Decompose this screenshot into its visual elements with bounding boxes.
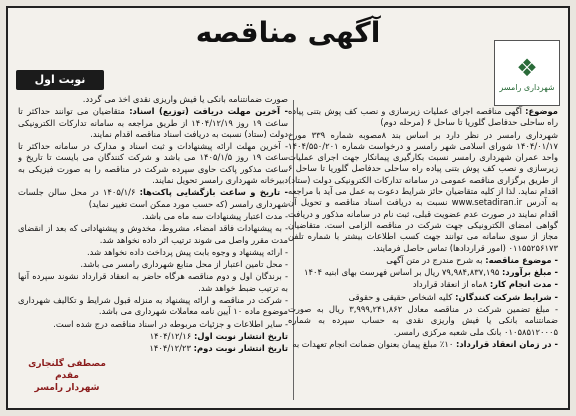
notice-paragraph xyxy=(18,319,288,330)
notice-paragraph xyxy=(18,271,288,294)
paragraph-text: - ارائه پیشنهاد و وجوه بابت پیش پرداخت داده نخواهد شد. xyxy=(87,246,288,257)
notice-paragraph xyxy=(288,304,558,338)
paragraph-label: - آخرین مهلت دریافت (توزیع) اسناد: xyxy=(129,106,288,117)
notice-title: آگهی مناقصه xyxy=(195,16,381,49)
paragraph-text: - محل تامین اعتبار از محل منابع شهرداری رامسر می باشد. xyxy=(80,259,288,270)
paragraph-text: ۱۴۰۵/۱/۶ در محل سالن جلسات شهرداری رامسر (که حسب مورد ممکن است تغییر نماید) xyxy=(18,187,288,209)
paragraph-text: شهرداری رامسر در نظر دارد بر اساس بند ۸مصوبه شماره ۳۳۹ مورخ ۱۴۰۴/۰۱/۱۷ شورای اسلامی شهر رامسر و درخواست شماره ۱۴۰۴/۵۵۰/۲۰۱ واحد عمران شهرداری رامسر نسبت بکارگیری پیمانکار جهت اجرای عملیات زیرسازی و نصب کف پوش بتنی پیاده راه ساحلی حدفاصل گلوریا تا ساحل ۶ از طریق برگزاری مناقصه عمومی در سامانه تدارکات الکترونیکی دولت (ستاد) اقدام نماید. لذا از کلیه متقاضیان حائز شرایط دعوت به عمل می آید با مراجعه به آدرس www.setadiran.ir نسبت به دریافت اسناد مناقصه و تحویل آن اقدام نمایند در صورت عدم عضویت قبلی، ثبت نام در سامانه مذکور و دریافت گواهی امضای الکترونیکی جهت شرکت در مناقصه الزامی است. متقاضیان مجاز از سوی سامانه می توانند جهت کسب اطلاعات بیشتر با شماره تلفن ۰۱۱۵۵۲۵۶۱۷۳ (امور قراردادها) تماس حاصل فرمایند. xyxy=(288,129,558,253)
municipality-logo xyxy=(494,40,560,106)
notice-paragraph xyxy=(18,211,288,222)
paragraph-label: - شرایط شرکت کنندگان: xyxy=(455,291,558,302)
notice-paragraph xyxy=(18,259,288,270)
notice-paragraph xyxy=(288,255,558,266)
paragraph-label: - مدت انجام کار: xyxy=(489,279,558,290)
signatory-role: شهردار رامسر xyxy=(34,383,100,393)
publication-badge: نوبت اول xyxy=(16,70,104,90)
notice-paragraph xyxy=(18,343,288,354)
paragraph-text: متقاضیان می توانند حداکثر تا ساعت ۱۹ روز ۱۴۰۴/۱۲/۱۹ از طریق مراجعه به سامانه تدارکات الکترونیکی دولت (ستاد) نسبت به دریافت اسناد مناقصه اقدام نمایند. xyxy=(18,106,288,139)
notice-paragraph xyxy=(288,267,558,278)
signatory-name: مصطفی گلنجاری مقدم xyxy=(28,359,106,381)
paragraph-label: - موضوع مناقصه: xyxy=(485,254,558,265)
notice-paragraph xyxy=(288,130,558,254)
notice-paragraph xyxy=(18,331,288,342)
paragraph-label: تاریخ انتشار نوبت دوم: xyxy=(193,343,288,354)
notice-paragraph xyxy=(18,94,288,105)
paragraph-text: - سایر اطلاعات و جزئیات مربوطه در اسناد مناقصه درج شده است. xyxy=(53,318,288,329)
notice-frame xyxy=(6,6,570,410)
paragraph-label: - مبلغ برآورد: xyxy=(502,267,558,278)
paragraph-label: تاریخ انتشار نوبت اول: xyxy=(193,330,288,341)
paragraph-text: آگهی مناقصه اجرای عملیات زیرسازی و نصب کف پوش بتنی پیاده راه ساحلی حدفاصل گلوریا تا ساحل ۶ (مرحله دوم) xyxy=(288,106,558,128)
paragraph-text: ۸ماه از انعقاد قرارداد xyxy=(412,279,490,290)
notice-paragraph xyxy=(288,106,558,129)
notice-paragraph xyxy=(18,295,288,318)
logo-name: شهرداری رامسر xyxy=(499,82,555,92)
paragraph-text: - آخرین مهلت ارائه پیشنهادات و ثبت اسناد و مدارک در سامانه حداکثر تا ساعت ۱۹ روز ۱۴۰۵/۱/۵ می باشد و شرکت کنندگان می بایست تا تاریخ و ساعت مذکور پاکت حاوی سپرده شرکت در مناقصه را به صورت فیزیکی به دبیرخانه شهرداری رامسر تحویل نمایند. xyxy=(18,141,288,186)
notice-paragraph xyxy=(18,106,288,140)
paragraph-text: - مبلغ تضمین شرکت در مناقصه معادل ۳,۹۹۹,۲۴۱,۸۶۲ ریال به صورت ضمانتنامه بانکی یا فیش واریزی نقدی به حساب سپرده به شماره ۰۱۰۵۸۵۱۲۰۰۰۵ بانک ملی شعبه مرکزی رامسر. xyxy=(288,304,558,337)
notice-paragraph xyxy=(18,247,288,258)
paragraph-label: - تاریخ و ساعت بازگشایی پاکت‌ها: xyxy=(139,187,288,198)
paragraph-text: به شرح مندرج در متن آگهی xyxy=(386,254,486,265)
paragraph-text: - مدت اعتبار پیشنهادات سه ماه می باشد. xyxy=(142,210,288,221)
paragraph-text: ۱۴۰۴/۱۲/۱۶ xyxy=(149,330,194,341)
paragraph-text: ۱۴۰۴/۱۲/۲۳ xyxy=(149,343,194,354)
paragraph-text: کلیه اشخاص حقیقی و حقوقی xyxy=(348,291,456,302)
notice-paragraph xyxy=(288,279,558,290)
notice-paragraph xyxy=(18,223,288,246)
notice-paragraph xyxy=(18,141,288,186)
notice-paragraph xyxy=(288,339,558,350)
paragraph-text: ۷۹,۹۸۴,۸۳۷,۱۹۵ ریال بر اساس فهرست بهای ابنیه ۱۴۰۴ xyxy=(303,267,503,278)
notice-paragraph xyxy=(288,292,558,303)
paragraph-label: - در زمان انعقاد قرارداد: xyxy=(456,338,558,349)
paragraph-text: - به پیشنهادات فاقد امضاء، مشروط، مخدوش و پیشنهاداتی که بعد از انقضای مدت مقرر واصل می شوند ترتیب اثر داده نخواهد شد. xyxy=(18,223,288,245)
paragraph-text: صورت ضمانتنامه بانکی یا فیش واریزی نقدی اخذ می گردد. xyxy=(82,94,288,104)
paragraph-text: ۱۰٪ مبلغ پیمان بعنوان ضمانت انجام تعهدات به xyxy=(292,338,457,349)
paragraph-text: - برندگان اول و دوم مناقصه هرگاه حاضر به انعقاد قرارداد نشوند سپرده آنها به ترتیب ضبط خواهد شد. xyxy=(18,271,288,293)
logo-emblem-icon: ❖ xyxy=(516,53,538,82)
signature-block xyxy=(22,358,112,394)
notice-paragraph xyxy=(18,187,288,210)
notice-right-column xyxy=(288,106,558,406)
paragraph-text: - شرکت در مناقصه و ارائه پیشنهاد به منزله قبول شرایط و تکالیف شهرداری موضوع ماده ۱۰ آیین نامه معاملات شهرداری می باشد. xyxy=(18,295,288,317)
paragraph-label: موضوع: xyxy=(525,106,558,116)
